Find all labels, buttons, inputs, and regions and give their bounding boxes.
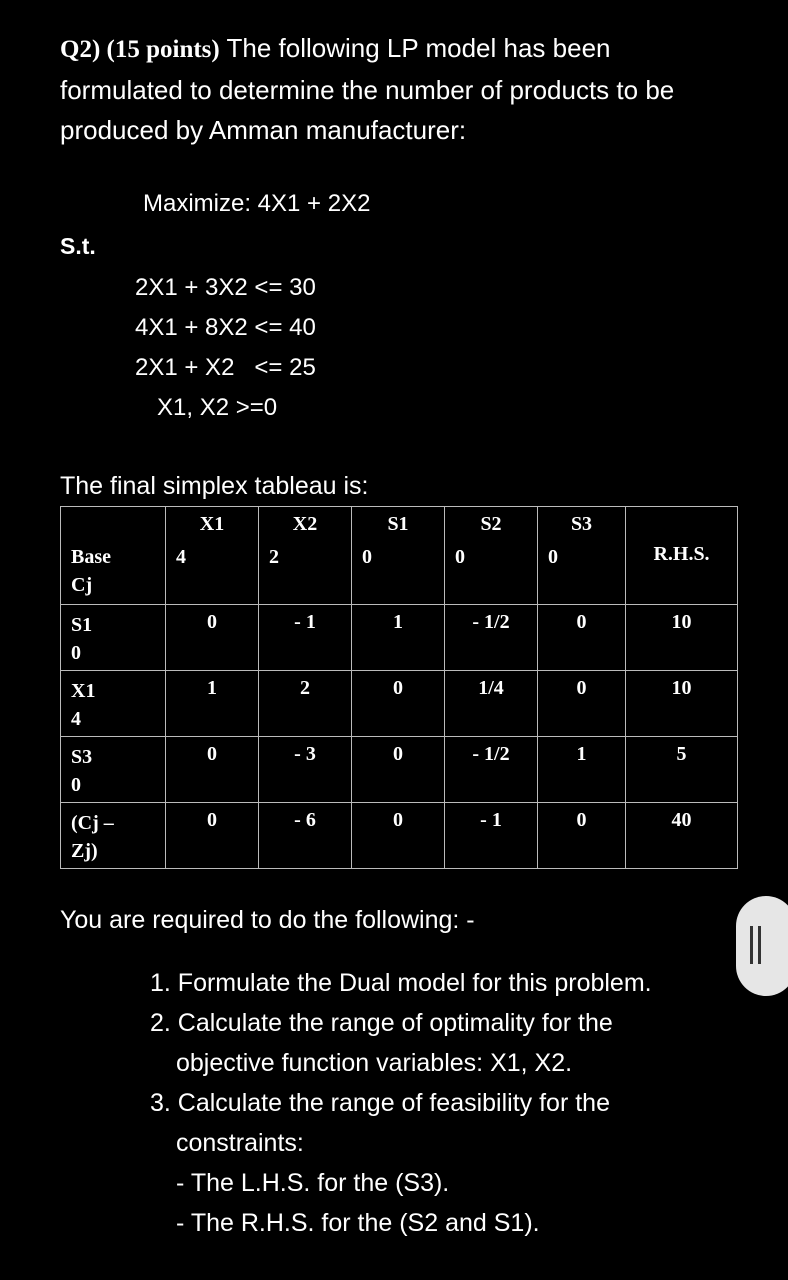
cell-s2 bbox=[445, 803, 538, 869]
row-base bbox=[61, 605, 166, 671]
base-cj-header bbox=[61, 507, 166, 605]
cell-value: 5 bbox=[676, 743, 687, 765]
objective-function: Maximize: 4X1 + 2X2 bbox=[143, 190, 371, 217]
cell-value: 10 bbox=[671, 611, 692, 633]
cell-s1 bbox=[352, 605, 445, 671]
cell-s1 bbox=[352, 803, 445, 869]
cell-x2 bbox=[259, 605, 352, 671]
cell-rhs bbox=[626, 803, 738, 869]
cell-rhs bbox=[626, 671, 738, 737]
column-name: X1 bbox=[199, 513, 225, 535]
requirement-1: 1. Formulate the Dual model for this problem. bbox=[150, 969, 652, 997]
tableau-row-s3 bbox=[61, 737, 738, 803]
scroll-handle[interactable] bbox=[736, 896, 788, 996]
cell-x1 bbox=[166, 671, 259, 737]
cell-value: - 6 bbox=[294, 809, 316, 831]
cell-x2 bbox=[259, 803, 352, 869]
base-variable: X1 bbox=[71, 680, 96, 702]
tableau-row-cj-zj bbox=[61, 803, 738, 869]
cell-value: 0 bbox=[576, 677, 587, 699]
cell-value: 1 bbox=[576, 743, 587, 765]
cell-value: 1 bbox=[393, 611, 403, 633]
cell-x2 bbox=[259, 737, 352, 803]
column-cj: 0 bbox=[455, 546, 465, 568]
cell-value: - 1/2 bbox=[472, 743, 510, 765]
cell-value: 1/4 bbox=[478, 677, 504, 699]
column-cj: 0 bbox=[548, 546, 558, 568]
cell-value: 0 bbox=[576, 611, 587, 633]
cell-value: 1 bbox=[207, 677, 217, 699]
cell-s3 bbox=[538, 737, 626, 803]
column-header-s1 bbox=[352, 507, 445, 605]
cell-value: - 1 bbox=[480, 809, 502, 831]
base-cb: 4 bbox=[71, 708, 81, 730]
cell-x1 bbox=[166, 737, 259, 803]
cell-value: 0 bbox=[207, 743, 217, 765]
row-base bbox=[61, 803, 166, 869]
question-line-2: formulated to determine the number of products to be bbox=[60, 75, 675, 105]
rhs-header bbox=[626, 507, 738, 605]
base-cb: 0 bbox=[71, 774, 81, 796]
cell-value: 2 bbox=[300, 677, 310, 699]
cell-s3 bbox=[538, 803, 626, 869]
cell-value: - 1/2 bbox=[472, 611, 510, 633]
cell-value: - 1 bbox=[294, 611, 316, 633]
requirement-3: 3. Calculate the range of feasibility for the bbox=[150, 1089, 610, 1117]
question-line-1: The following LP model has been bbox=[219, 33, 611, 63]
requirement-2: 2. Calculate the range of optimality for the bbox=[150, 1009, 613, 1037]
requirement-3-lhs-s3: - The L.H.S. for the (S3). bbox=[176, 1169, 450, 1197]
cell-value: - 3 bbox=[294, 743, 316, 765]
base-cb: 0 bbox=[71, 642, 81, 664]
constraint-3: 2X1 + X2 <= 25 bbox=[135, 354, 316, 381]
question-line-3: produced by Amman manufacturer: bbox=[60, 115, 467, 145]
tableau-row-x1 bbox=[61, 671, 738, 737]
cell-s3 bbox=[538, 605, 626, 671]
cell-value: 0 bbox=[393, 677, 403, 699]
non-negativity-constraint: X1, X2 >=0 bbox=[157, 394, 278, 421]
column-header-s2 bbox=[445, 507, 538, 605]
requirement-2-continued: objective function variables: X1, X2. bbox=[176, 1049, 573, 1077]
column-header-x1 bbox=[166, 507, 259, 605]
cj-label: Cj bbox=[71, 574, 93, 596]
grip-line-icon bbox=[750, 926, 753, 964]
cell-x1 bbox=[166, 803, 259, 869]
cell-s2 bbox=[445, 605, 538, 671]
column-name: S1 bbox=[387, 513, 409, 535]
row-base bbox=[61, 737, 166, 803]
tableau-header-row bbox=[61, 507, 738, 605]
cell-value: 0 bbox=[576, 809, 587, 831]
base-variable: S1 bbox=[71, 614, 93, 636]
requirement-3-continued: constraints: bbox=[176, 1129, 304, 1157]
base-label: Base bbox=[71, 546, 111, 568]
cell-value: 0 bbox=[207, 611, 217, 633]
column-cj: 4 bbox=[176, 546, 186, 568]
cell-s1 bbox=[352, 737, 445, 803]
tableau-row-s1 bbox=[61, 605, 738, 671]
requirement-3-rhs-s2-s1: - The R.H.S. for the (S2 and S1). bbox=[176, 1209, 540, 1237]
question-label: Q2) (15 points) bbox=[60, 36, 220, 63]
simplex-tableau bbox=[60, 506, 738, 869]
requirements-intro: You are required to do the following: - bbox=[60, 906, 475, 934]
column-header-s3 bbox=[538, 507, 626, 605]
column-cj: 2 bbox=[269, 546, 279, 568]
column-name: X2 bbox=[292, 513, 318, 535]
constraint-2: 4X1 + 8X2 <= 40 bbox=[135, 314, 316, 341]
cell-rhs bbox=[626, 605, 738, 671]
cell-value: 0 bbox=[207, 809, 217, 831]
cell-value: 10 bbox=[671, 677, 692, 699]
cell-x1 bbox=[166, 605, 259, 671]
cell-value: 0 bbox=[393, 809, 403, 831]
cell-rhs bbox=[626, 737, 738, 803]
cell-value: 0 bbox=[393, 743, 403, 765]
column-name: S3 bbox=[570, 513, 593, 535]
base-cb: Zj) bbox=[71, 840, 98, 862]
cell-s2 bbox=[445, 737, 538, 803]
column-header-x2 bbox=[259, 507, 352, 605]
column-name: S2 bbox=[480, 513, 502, 535]
tableau-intro: The final simplex tableau is: bbox=[60, 472, 369, 500]
rhs-label: R.H.S. bbox=[653, 543, 710, 565]
row-base bbox=[61, 671, 166, 737]
cell-x2 bbox=[259, 671, 352, 737]
subject-to-label: S.t. bbox=[60, 233, 96, 259]
constraint-1: 2X1 + 3X2 <= 30 bbox=[135, 274, 316, 301]
requirements-list bbox=[150, 963, 652, 1243]
cell-s3 bbox=[538, 671, 626, 737]
cell-s2 bbox=[445, 671, 538, 737]
grip-line-icon bbox=[758, 926, 761, 964]
cell-value: 40 bbox=[671, 809, 692, 831]
base-variable: (Cj – bbox=[71, 812, 114, 834]
base-variable: S3 bbox=[71, 746, 93, 768]
column-cj: 0 bbox=[362, 546, 372, 568]
cell-s1 bbox=[352, 671, 445, 737]
question-text bbox=[60, 28, 674, 150]
